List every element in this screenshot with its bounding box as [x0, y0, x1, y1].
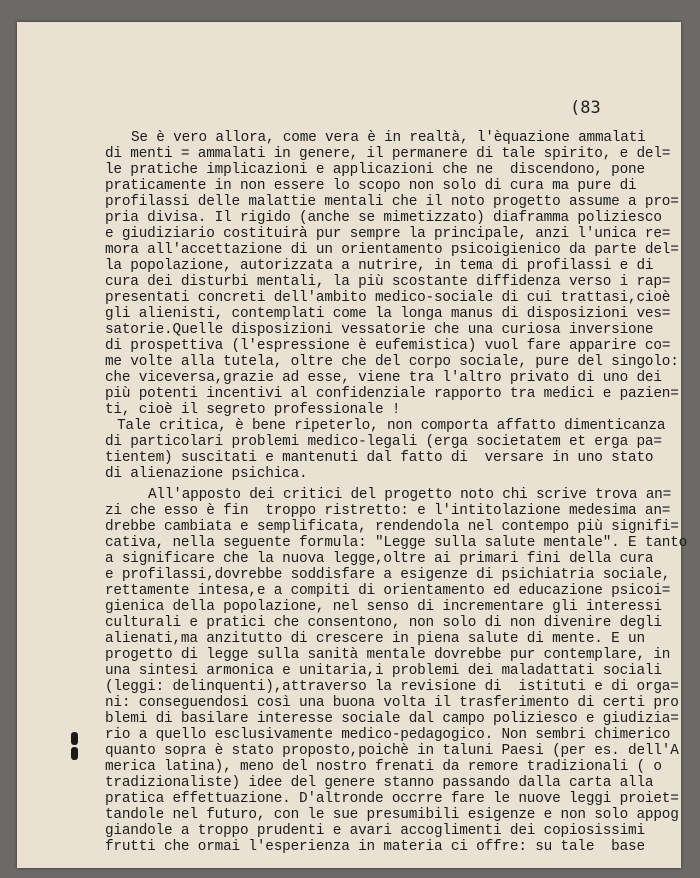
- text-line: (leggi: delinquenti),attraverso la revisione di istituti e di orga=: [105, 679, 679, 695]
- text-line: e giudiziario costituirà pur sempre la principale, anzi l'unica re=: [105, 226, 671, 242]
- text-line: blemi di basilare interesse sociale dal campo poliziesco e giudizia=: [105, 711, 679, 727]
- binding-hole: [71, 732, 78, 745]
- text-line: la popolazione, autorizzata a nutrire, in tema di profilassi e di: [105, 258, 654, 274]
- text-line: ti, cioè il segreto professionale !: [105, 402, 401, 418]
- text-line: più potenti incentivi al confidenziale rapporto tra medici e pazien=: [105, 386, 679, 402]
- binding-hole: [71, 747, 78, 760]
- text-line: a significare che la nuova legge,oltre ai primari fini della cura: [105, 551, 654, 567]
- text-line: cativa, nella seguente formula: "Legge sulla salute mentale". E tanto: [105, 535, 688, 551]
- text-line: presentati concreti dell'ambito medico-sociale di cui trattasi,cioè: [105, 290, 671, 306]
- text-line: merica latina), meno del nostro frenati da remore tradizionali ( o: [105, 759, 662, 775]
- text-line: pria divisa. Il rigido (anche se mimetizzato) diaframma poliziesco: [105, 210, 662, 226]
- text-line: progetto di legge sulla sanità mentale dovrebbe pur contemplare, in: [105, 647, 671, 663]
- page-number: (83: [570, 98, 601, 118]
- text-line: le pratiche implicazioni e applicazioni che ne discendono, pone: [105, 162, 645, 178]
- text-line: di alienazione psichica.: [105, 466, 308, 482]
- text-line: ni: conseguendosi così una buona volta il trasferimento di certi pro: [105, 695, 679, 711]
- text-line: profilassi delle malattie mentali che il noto progetto assume a pro=: [105, 194, 679, 210]
- text-line: di particolari problemi medico-legali (erga societatem et erga pa=: [105, 434, 662, 450]
- text-line: gienica della popolazione, nel senso di incrementare gli interessi: [105, 599, 662, 615]
- text-line: Tale critica, è bene ripeterlo, non comporta affatto dimenticanza: [117, 418, 666, 434]
- text-line: me volte alla tutela, oltre che del corpo sociale, pure del singolo:: [105, 354, 679, 370]
- text-line: che viceversa,grazie ad esse, viene tra l'altro privato di uno dei: [105, 370, 662, 386]
- text-line: gli alienisti, contemplati come la longa manus di disposizioni ves=: [105, 306, 671, 322]
- text-line: culturali e pratici che consentono, non solo di non divenire degli: [105, 615, 662, 631]
- text-line: e profilassi,dovrebbe soddisfare a esigenze di psichiatria sociale,: [105, 567, 671, 583]
- text-line: giandole a troppo prudenti e avari accoglimenti dei copiosissimi: [105, 823, 645, 839]
- text-line: cura dei disturbi mentali, la più scostante diffidenza verso i rap=: [105, 274, 671, 290]
- text-line: pratica effettuazione. D'altronde occrre fare le nuove leggi proiet=: [105, 791, 679, 807]
- text-line: tradizionaliste) idee del genere stanno passando dalla carta alla: [105, 775, 654, 791]
- text-line: tientem) suscitati e mantenuti dal fatto di versare in uno stato: [105, 450, 654, 466]
- document-page: [17, 22, 688, 868]
- text-line: Se è vero allora, come vera è in realtà, l'èquazione ammalati: [131, 130, 646, 146]
- text-line: alienati,ma anzitutto di crescere in piena salute di mente. E un: [105, 631, 645, 647]
- text-line: All'apposto dei critici del progetto noto chi scrive trova an=: [148, 487, 672, 503]
- text-line: zi che esso è fin troppo ristretto: e l'intitolazione medesima an=: [105, 503, 671, 519]
- text-line: rio a quello esclusivamente medico-pedagogico. Non sembri chimerico: [105, 727, 671, 743]
- text-line: satorie.Quelle disposizioni vessatorie che una curiosa inversione: [105, 322, 654, 338]
- text-line: praticamente in non essere lo scopo non solo di cura ma pure di: [105, 178, 637, 194]
- text-line: quanto sopra è stato proposto,poichè in taluni Paesi (per es. dell'A: [105, 743, 679, 759]
- text-line: frutti che ormai l'esperienza in materia ci offre: su tale base: [105, 839, 645, 855]
- text-line: tandole nel futuro, con le sue presumibili esigenze e non solo appog: [105, 807, 679, 823]
- text-line: mora all'accettazione di un orientamento psicoigienico da parte del=: [105, 242, 679, 258]
- text-line: rettamente intesa,e a compiti di orientamento ed educazione psicoi=: [105, 583, 671, 599]
- text-line: di menti = ammalati in genere, il permanere di tale spirito, e del=: [105, 146, 671, 162]
- text-line: una sintesi armonica e unitaria,i problemi dei maladattati sociali: [105, 663, 662, 679]
- text-line: di prospettiva (l'espressione è eufemistica) vuol fare apparire co=: [105, 338, 671, 354]
- body-text: [17, 22, 688, 868]
- text-line: drebbe cambiata e semplificata, rendendola nel contempo più signifi=: [105, 519, 679, 535]
